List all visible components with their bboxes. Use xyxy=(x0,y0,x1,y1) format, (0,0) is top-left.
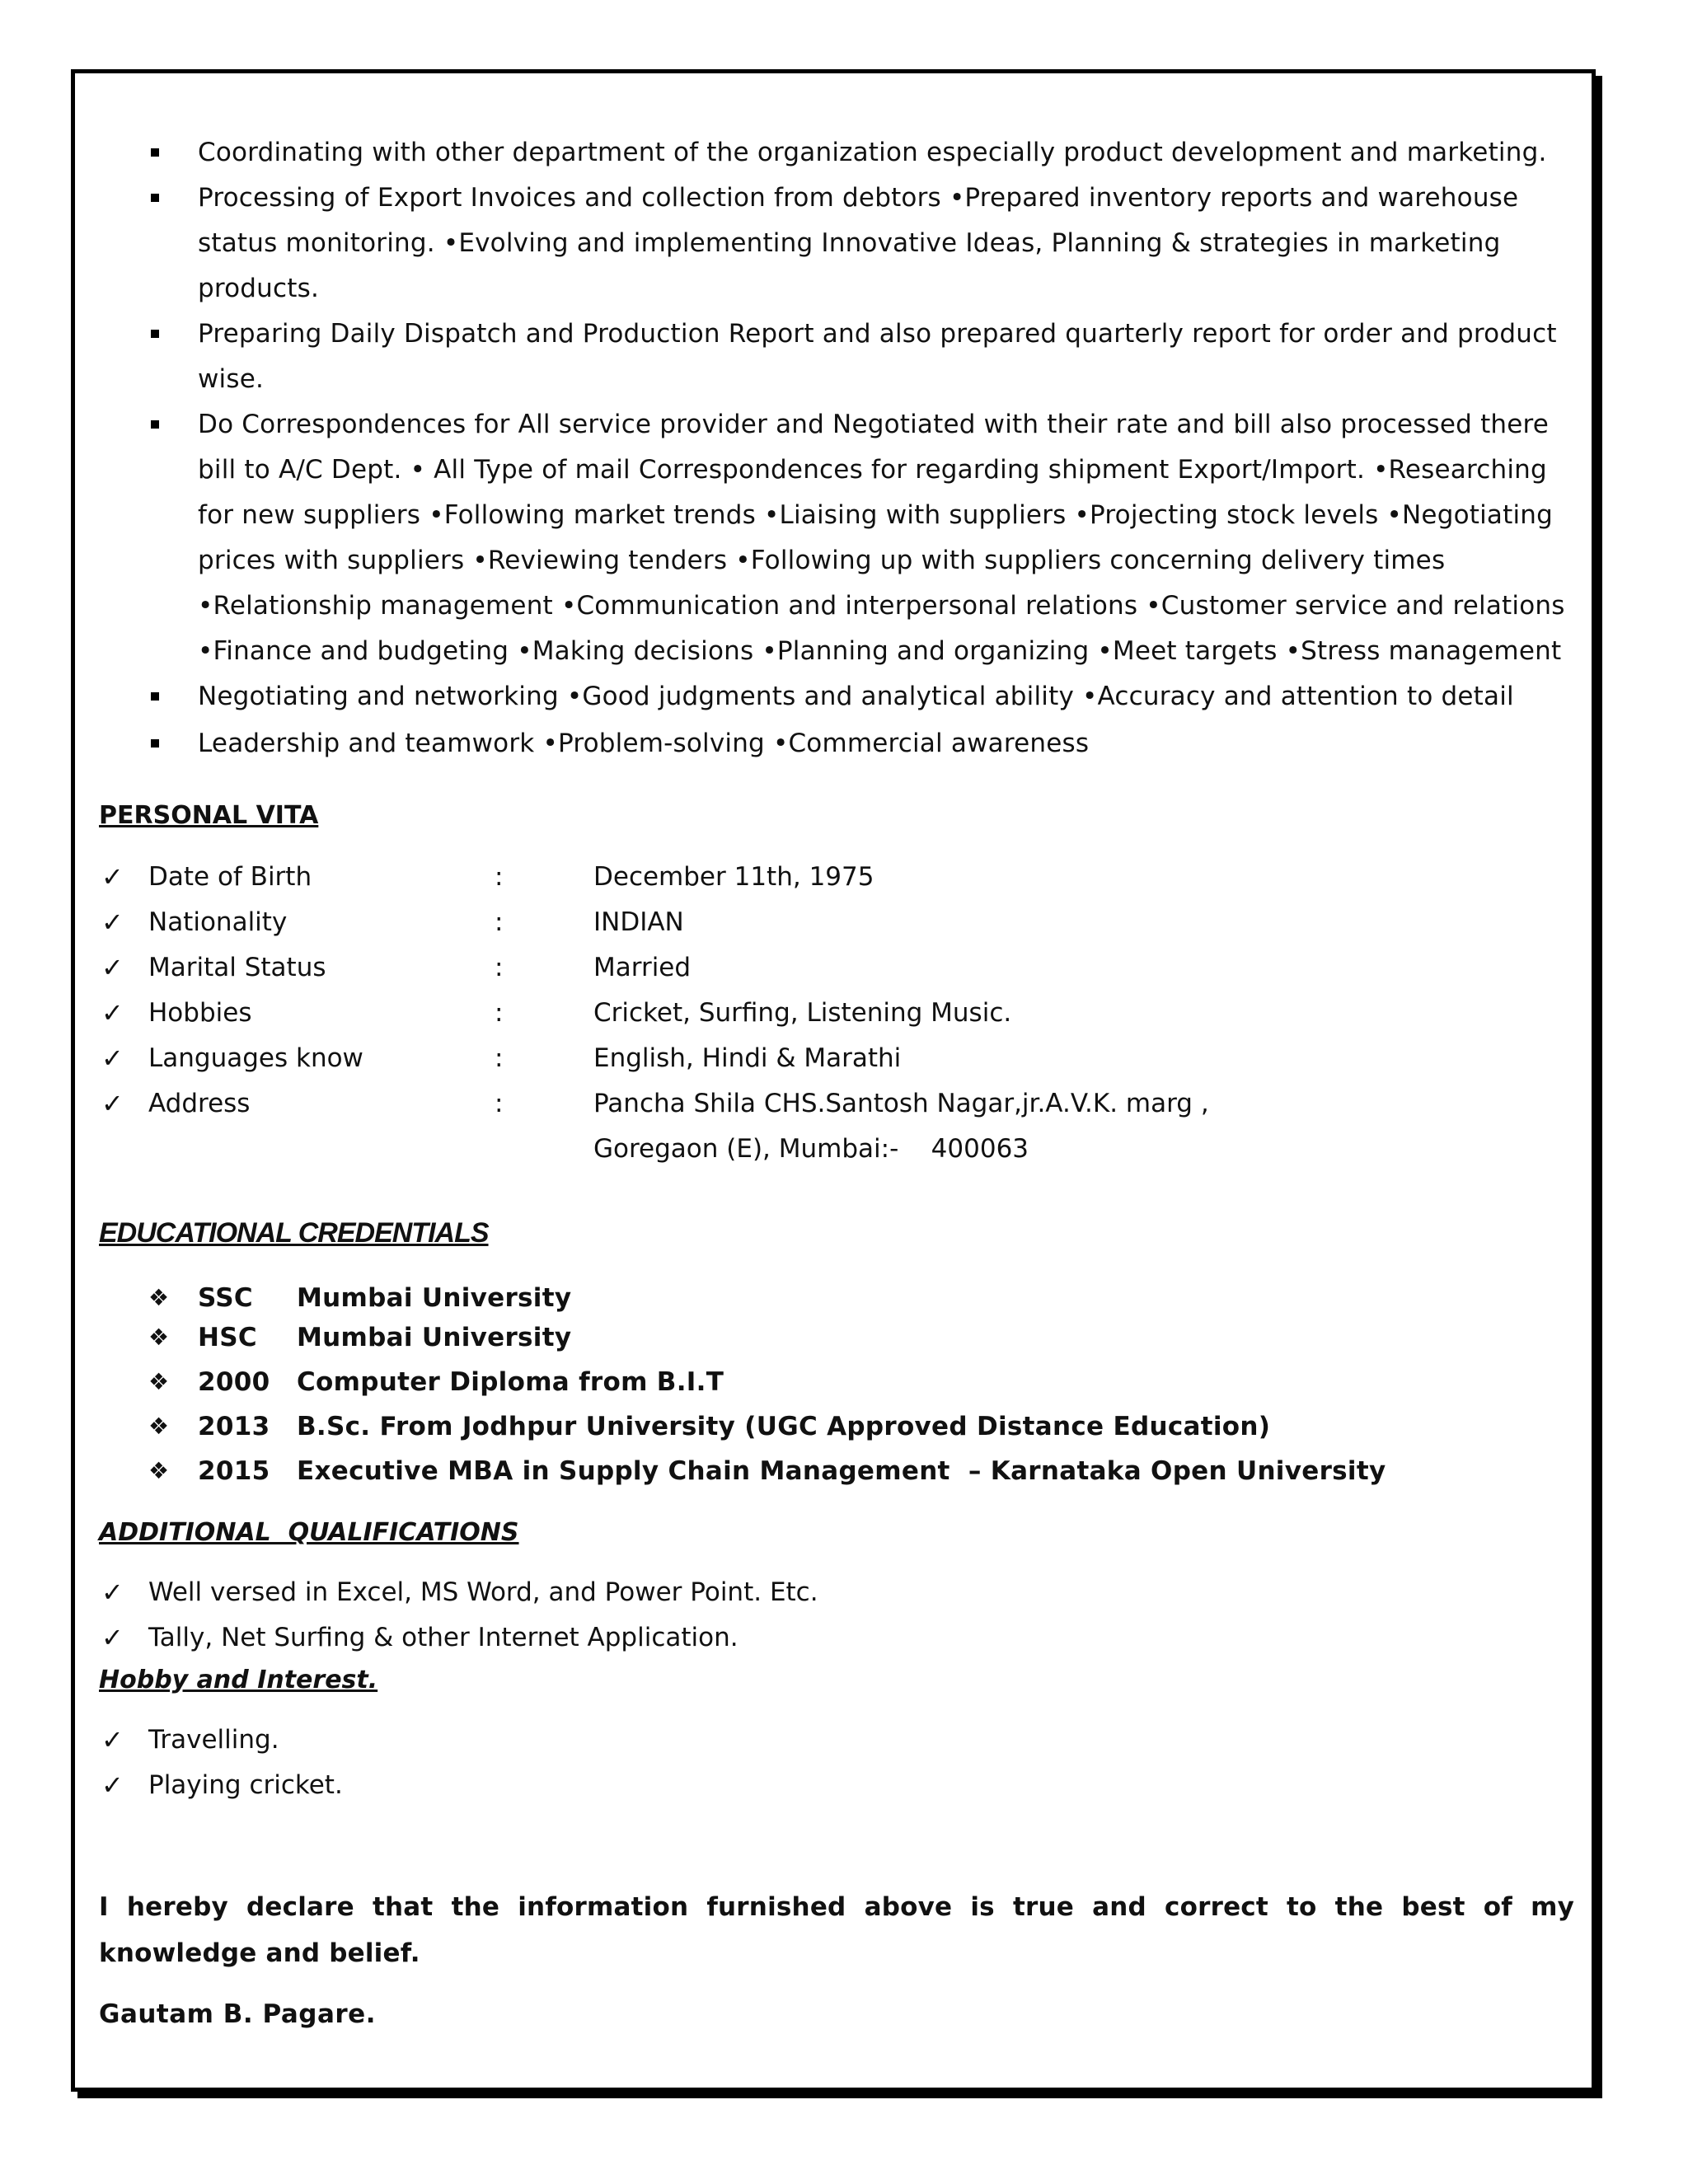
duty-item: Negotiating and networking •Good judgments and analytical ability •Accuracy and attention to detail xyxy=(99,674,1582,719)
duty-item: Coordinating with other department of the organization especially product development and marketing. xyxy=(99,130,1582,176)
check-icon: ✓ xyxy=(101,1724,124,1755)
vita-row-nationality: ✓ Nationality : INDIAN xyxy=(99,900,1582,945)
square-bullet-icon xyxy=(151,420,159,429)
check-icon: ✓ xyxy=(101,1088,124,1119)
personal-vita-title: PERSONAL VITA xyxy=(99,801,319,830)
diamond-bullet-icon: ❖ xyxy=(148,1324,170,1351)
additional-qualifications-list xyxy=(99,1570,1582,1661)
education-list xyxy=(99,1281,1582,1493)
duty-item: Leadership and teamwork •Problem-solving •Commercial awareness xyxy=(99,721,1582,766)
duty-item: Preparing Daily Dispatch and Production Report and also prepared quarterly report for order and product wise. xyxy=(99,312,1582,402)
additional-qualifications-title: ADDITIONAL QUALIFICATIONS xyxy=(99,1518,519,1547)
duty-item: Processing of Export Invoices and collection from debtors •Prepared inventory reports and warehouse status monitoring. •Evolving and implementing Innovative Ideas, Planning & strategies in marketing products. xyxy=(99,176,1582,312)
diamond-bullet-icon: ❖ xyxy=(148,1457,170,1484)
check-icon: ✓ xyxy=(101,1043,124,1074)
edu-row-ssc: ❖ SSC Mumbai University xyxy=(99,1281,1582,1315)
edu-row-2013: ❖ 2013 B.Sc. From Jodhpur University (UGC Approved Distance Education) xyxy=(99,1404,1582,1449)
diamond-bullet-icon: ❖ xyxy=(148,1284,170,1311)
vita-row-hobbies: ✓ Hobbies : Cricket, Surfing, Listening Music. xyxy=(99,991,1582,1036)
list-item: ✓ Travelling. xyxy=(99,1718,1582,1763)
vita-row-dob: ✓ Date of Birth : December 11th, 1975 xyxy=(99,855,1582,900)
education-title: EDUCATIONAL CREDENTIALS xyxy=(99,1217,489,1249)
duty-list xyxy=(99,130,1582,766)
square-bullet-icon xyxy=(151,330,159,338)
check-icon: ✓ xyxy=(101,907,124,938)
check-icon: ✓ xyxy=(101,952,124,983)
check-icon: ✓ xyxy=(101,1622,124,1653)
personal-vita-list xyxy=(99,855,1582,1172)
edu-row-2000: ❖ 2000 Computer Diploma from B.I.T xyxy=(99,1360,1582,1404)
square-bullet-icon xyxy=(151,148,159,157)
square-bullet-icon xyxy=(151,692,159,701)
vita-row-marital-status: ✓ Marital Status : Married xyxy=(99,945,1582,991)
hobby-title: Hobby and Interest. xyxy=(99,1666,378,1694)
list-item: ✓ Tally, Net Surfing & other Internet Application. xyxy=(99,1615,1582,1661)
edu-row-2015: ❖ 2015 Executive MBA in Supply Chain Management – Karnataka Open University xyxy=(99,1449,1582,1493)
check-icon: ✓ xyxy=(101,997,124,1029)
diamond-bullet-icon: ❖ xyxy=(148,1368,170,1395)
signature-name: Gautam B. Pagare. xyxy=(99,1999,376,2029)
check-icon: ✓ xyxy=(101,1577,124,1608)
declaration-text: I hereby declare that the information furnished above is true and correct to the best of my knowledge and belief. xyxy=(99,1892,1574,1968)
check-icon: ✓ xyxy=(101,861,124,893)
vita-row-address-line2: Goregaon (E), Mumbai:- 400063 xyxy=(593,1134,1029,1164)
list-item: ✓ Playing cricket. xyxy=(99,1763,1582,1808)
square-bullet-icon xyxy=(151,739,159,748)
hobby-list xyxy=(99,1718,1582,1808)
vita-row-address: ✓ Address : Pancha Shila CHS.Santosh Nagar,jr.A.V.K. marg , xyxy=(99,1081,1582,1127)
diamond-bullet-icon: ❖ xyxy=(148,1413,170,1440)
list-item: ✓ Well versed in Excel, MS Word, and Power Point. Etc. xyxy=(99,1570,1582,1615)
check-icon: ✓ xyxy=(101,1769,124,1801)
resume-content xyxy=(99,130,1582,2029)
vita-row-languages: ✓ Languages know : English, Hindi & Marathi xyxy=(99,1036,1582,1081)
square-bullet-icon xyxy=(151,194,159,202)
duty-item: Do Correspondences for All service provider and Negotiated with their rate and bill also processed there bill to A/C Dept. • All Type of mail Correspondences for regarding shipment Export/Import. •Researching for new suppliers •Following market trends •Liaising with suppliers •Projecting stock levels •Negotiating prices with suppliers •Reviewing tenders •Following up with suppliers concerning delivery times •Relationship management •Communication and interpersonal relations •Customer service and relations •Finance and budgeting •Making decisions •Planning and organizing •Meet targets •Stress management xyxy=(99,402,1582,674)
edu-row-hsc: ❖ HSC Mumbai University xyxy=(99,1315,1582,1360)
